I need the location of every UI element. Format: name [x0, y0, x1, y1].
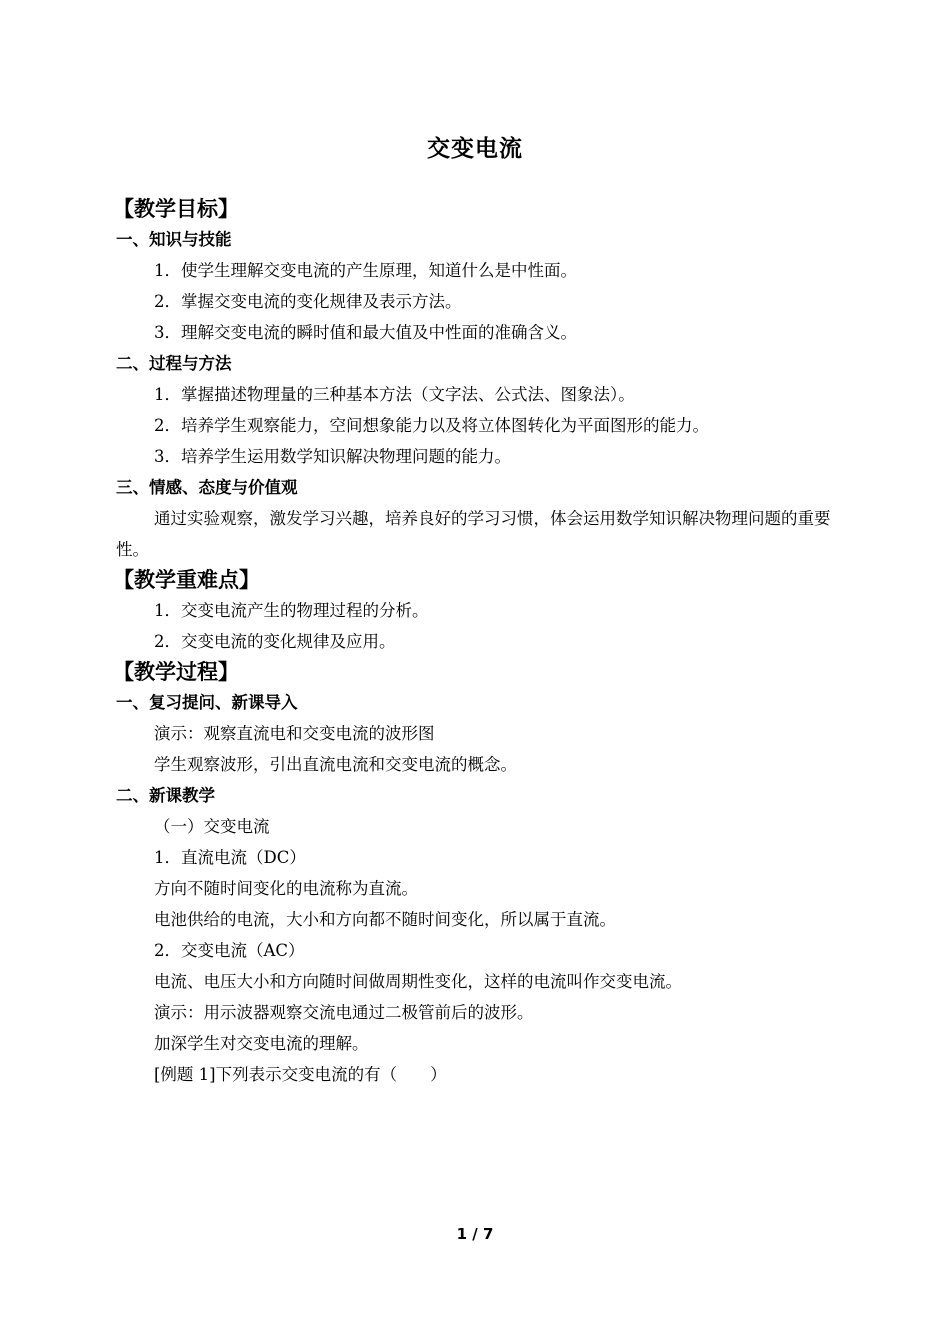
paragraph: 演示：用示波器观察交流电通过二极管前后的波形。: [154, 1003, 534, 1022]
paragraph: 通过实验观察，激发学习兴趣，培养良好的学习习惯，体会运用数学知识解决物理问题的重要性。: [116, 509, 831, 559]
document-body: [113, 194, 836, 1090]
paragraph: 2．交变电流的变化规律及应用。: [154, 632, 396, 651]
document-title: 交变电流: [427, 136, 523, 162]
page-number: 1 / 7: [456, 1225, 494, 1243]
paragraph: 演示：观察直流电和交变电流的波形图: [154, 724, 435, 743]
paragraph: 2．交变电流（AC）: [154, 941, 305, 960]
paragraph: 1．直流电流（DC）: [154, 848, 306, 867]
paragraph: 1．交变电流产生的物理过程的分析。: [154, 601, 429, 620]
paragraph: 加深学生对交变电流的理解。: [154, 1034, 369, 1053]
subheading-knowledge: 一、知识与技能: [116, 230, 232, 249]
paragraph: 学生观察波形，引出直流电流和交变电流的概念。: [154, 755, 517, 774]
paragraph: （一）交变电流: [154, 817, 270, 836]
paragraph: 电流、电压大小和方向随时间做周期性变化，这样的电流叫作交变电流。: [154, 972, 682, 991]
paragraph: 电池供给的电流，大小和方向都不随时间变化，所以属于直流。: [154, 910, 616, 929]
section-heading-key-points: 【教学重难点】: [113, 568, 260, 592]
subheading-attitude: 三、情感、态度与价值观: [116, 478, 298, 497]
paragraph: 3．培养学生运用数学知识解决物理问题的能力。: [154, 447, 511, 466]
paragraph: 1．使学生理解交变电流的产生原理，知道什么是中性面。: [154, 261, 577, 280]
section-heading-process: 【教学过程】: [113, 660, 239, 684]
section-heading-objectives: 【教学目标】: [113, 197, 239, 221]
paragraph: [例题 1]下列表示交变电流的有（ ）: [154, 1065, 447, 1084]
paragraph: 2．掌握交变电流的变化规律及表示方法。: [154, 292, 462, 311]
paragraph: 方向不随时间变化的电流称为直流。: [154, 879, 418, 898]
paragraph: 2．培养学生观察能力，空间想象能力以及将立体图转化为平面图形的能力。: [154, 416, 709, 435]
subheading-review: 一、复习提问、新课导入: [116, 693, 298, 712]
paragraph: 3．理解交变电流的瞬时值和最大值及中性面的准确含义。: [154, 323, 577, 342]
subheading-new-lesson: 二、新课教学: [116, 786, 215, 805]
subheading-process: 二、过程与方法: [116, 354, 232, 373]
paragraph: 1．掌握描述物理量的三种基本方法（文字法、公式法、图象法）。: [154, 385, 635, 404]
